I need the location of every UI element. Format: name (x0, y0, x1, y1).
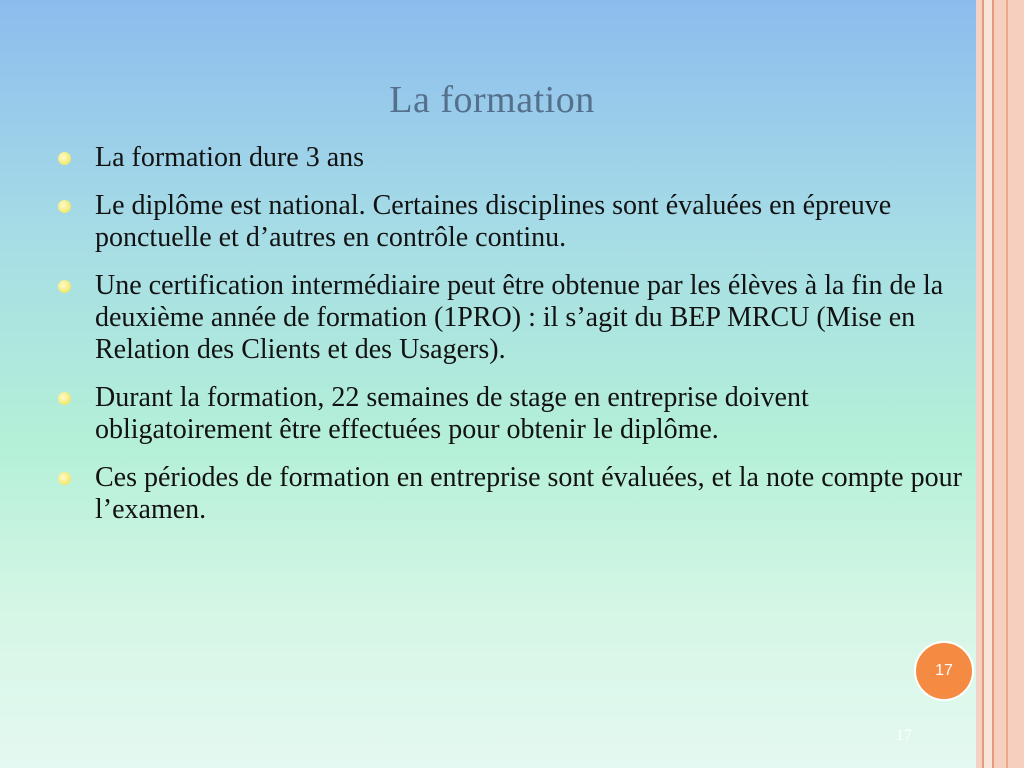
bullet-item (56, 190, 966, 254)
decorative-stripe (1006, 0, 1008, 768)
bullet-text: Ces périodes de formation en entreprise sont évaluées, et la note compte pour l’examen. (95, 462, 962, 525)
bullet-dot-icon (58, 472, 71, 485)
bullet-dot-icon (58, 392, 71, 405)
bullet-text: Une certification intermédiaire peut être obtenue par les élèves à la fin de la deuxième année de formation (1PRO) : il s’agit du BEP MRCU (Mise en Relation des Clients et des Usagers). (95, 270, 944, 365)
decorative-stripe (994, 0, 1024, 768)
page-number: 17 (896, 727, 912, 744)
bullet-list (56, 142, 966, 542)
bullet-text: Le diplôme est national. Certaines disciplines sont évaluées en épreuve ponctuelle et d’autres en contrôle continu. (95, 190, 892, 253)
bullet-item (56, 462, 966, 526)
slide-title: La formation (389, 79, 595, 121)
bullet-text: Durant la formation, 22 semaines de stage en entreprise doivent obligatoirement être effectuées pour obtenir le diplôme. (95, 382, 809, 445)
bullet-dot-icon (58, 152, 71, 165)
bullet-item (56, 142, 966, 174)
bullet-item (56, 382, 966, 446)
bullet-dot-icon (58, 280, 71, 293)
bullet-text: La formation dure 3 ans (95, 142, 365, 173)
page-number-badge: 17 (914, 641, 974, 701)
decorative-stripe (984, 0, 992, 768)
bullet-item (56, 270, 966, 366)
bullet-dot-icon (58, 200, 71, 213)
